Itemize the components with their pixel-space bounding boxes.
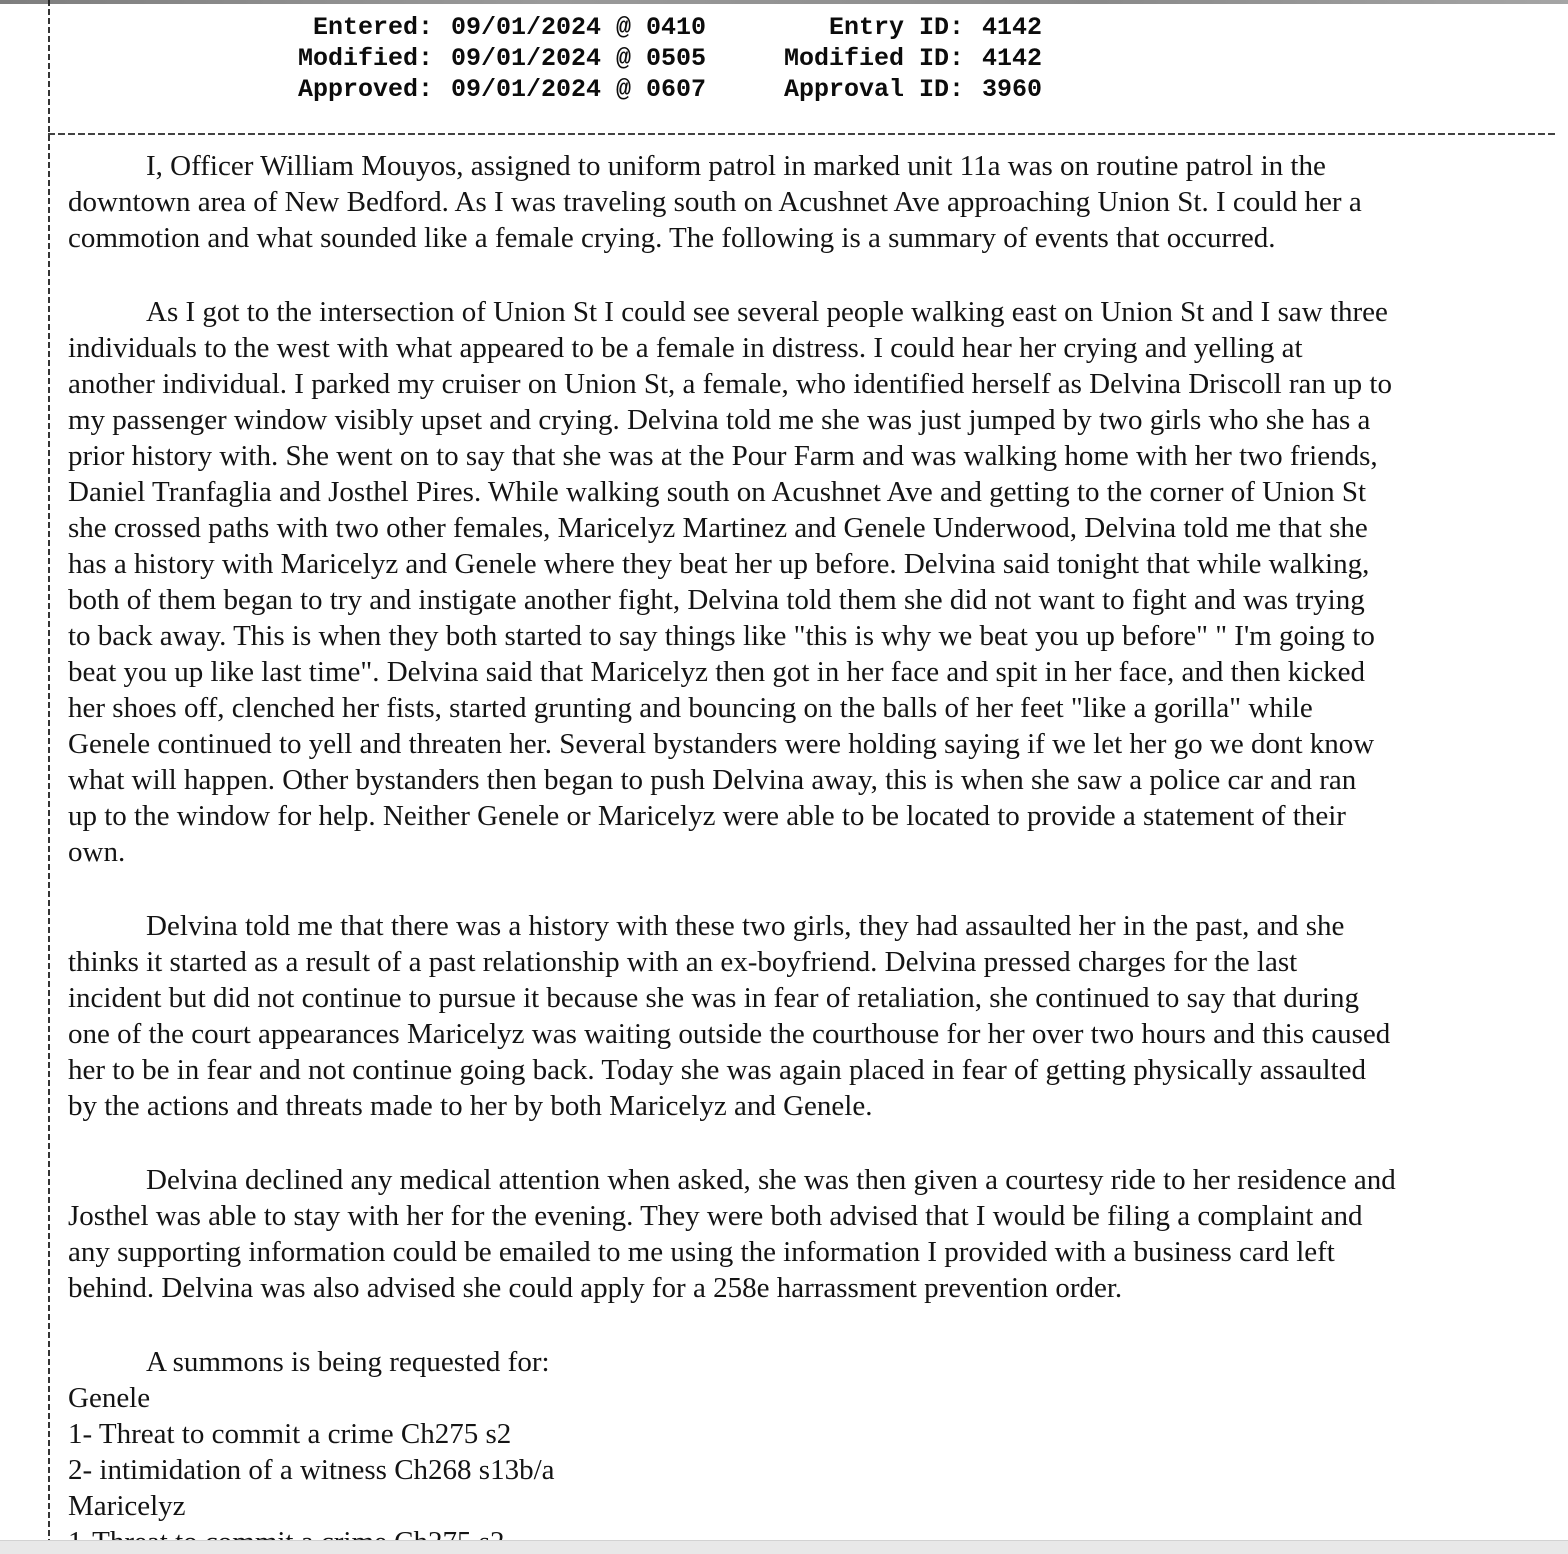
header-id-value: 4142	[982, 13, 1043, 42]
scan-edge-top	[0, 0, 1568, 4]
report-text-line: any supporting information could be emailed to me using the information I provided with a business card left	[68, 1236, 1335, 1268]
report-paragraph	[68, 1162, 1480, 1306]
report-text-line: own.	[68, 836, 126, 868]
header-id-value: 4142	[982, 44, 1043, 73]
report-text-line: her to be in fear and not continue going back. Today she was again placed in fear of getting physically assaulted	[68, 1054, 1366, 1086]
report-text-line: 1- Threat to commit a crime Ch275 s2	[68, 1418, 512, 1450]
entry-metadata-header	[278, 12, 1042, 105]
report-paragraph	[68, 908, 1480, 1124]
report-text-line: what will happen. Other bystanders then began to push Delvina away, this is when she saw a police car and ran	[68, 764, 1357, 796]
scan-edge-bottom	[0, 1540, 1568, 1554]
report-text-line: another individual. I parked my cruiser on Union St, a female, who identified herself as Delvina Driscoll ran up to	[68, 368, 1392, 400]
report-text-line: behind. Delvina was also advised she could apply for a 258e harrassment prevention order.	[68, 1272, 1123, 1304]
report-paragraph	[68, 148, 1480, 256]
header-row	[278, 43, 1042, 74]
report-text-line: A summons is being requested for:	[146, 1346, 550, 1378]
report-text-line: commotion and what sounded like a female crying. The following is a summary of events that occurred.	[68, 222, 1276, 254]
header-row	[278, 74, 1042, 105]
report-text-line: beat you up like last time". Delvina said that Maricelyz then got in her face and spit in her face, and then kicked	[68, 656, 1366, 688]
report-text-line: has a history with Maricelyz and Genele where they beat her up before. Delvina said tonight that while walking,	[68, 548, 1370, 580]
report-narrative	[68, 148, 1480, 1554]
report-text-line: her shoes off, clenched her fists, started grunting and bouncing on the balls of her feet "like a gorilla" while	[68, 692, 1313, 724]
report-text-line: Delvina declined any medical attention when asked, she was then given a courtesy ride to her residence and	[146, 1164, 1396, 1196]
header-field-value: 09/01/2024 @ 0505	[451, 44, 707, 73]
report-text-line: incident but did not continue to pursue it because she was in fear of retaliation, she continued to say that during	[68, 982, 1359, 1014]
left-margin-dashed-rule	[48, 0, 50, 1554]
report-text-line: my passenger window visibly upset and crying. Delvina told me she was just jumped by two girls who she has a	[68, 404, 1371, 436]
header-field-value: 09/01/2024 @ 0607	[451, 75, 707, 104]
report-text-line: individuals to the west with what appeared to be a female in distress. I could hear her crying and yelling at	[68, 332, 1303, 364]
report-text-line: she crossed paths with two other females, Maricelyz Martinez and Genele Underwood, Delvina told me that she	[68, 512, 1368, 544]
header-id-value: 3960	[982, 75, 1043, 104]
report-text-line: both of them began to try and instigate another fight, Delvina told them she did not want to fight and was trying	[68, 584, 1365, 616]
header-separator-dashed-rule	[48, 133, 1556, 135]
header-field-label: Entered:	[312, 13, 433, 42]
report-text-line: I, Officer William Mouyos, assigned to uniform patrol in marked unit 11a was on routine patrol in the	[146, 150, 1326, 182]
report-text-line: Josthel was able to stay with her for the evening. They were both advised that I would be filing a complaint and	[68, 1200, 1363, 1232]
report-text-line: Maricelyz	[68, 1490, 186, 1522]
report-text-line: one of the court appearances Maricelyz was waiting outside the courthouse for her over two hours and this caused	[68, 1018, 1391, 1050]
report-paragraph	[68, 294, 1480, 870]
report-text-line: As I got to the intersection of Union St I could see several people walking east on Union St and I saw three	[146, 296, 1388, 328]
report-text-line: Genele continued to yell and threaten her. Several bystanders were holding saying if we let her go we dont know	[68, 728, 1375, 760]
header-row	[278, 12, 1042, 43]
report-text-line: prior history with. She went on to say that she was at the Pour Farm and was walking home with her two friends,	[68, 440, 1378, 472]
header-field-label: Approved:	[297, 75, 433, 104]
report-text-line: to back away. This is when they both started to say things like "this is why we beat you up before" " I'm going to	[68, 620, 1375, 652]
report-text-line: Daniel Tranfaglia and Josthel Pires. While walking south on Acushnet Ave and getting to the corner of Union St	[68, 476, 1367, 508]
report-text-line: Genele	[68, 1382, 151, 1414]
report-text-line: downtown area of New Bedford. As I was traveling south on Acushnet Ave approaching Union St. I could her a	[68, 186, 1362, 218]
report-text-line: up to the window for help. Neither Genele or Maricelyz were able to be located to provide a statement of their	[68, 800, 1346, 832]
header-id-label: Entry ID:	[828, 13, 964, 42]
header-id-label: Approval ID:	[784, 75, 965, 104]
report-text-line: Delvina told me that there was a history with these two girls, they had assaulted her in the past, and she	[146, 910, 1345, 942]
report-text-line: thinks it started as a result of a past relationship with an ex-boyfriend. Delvina pressed charges for the last	[68, 946, 1298, 978]
header-field-value: 09/01/2024 @ 0410	[451, 13, 707, 42]
header-id-label: Modified ID:	[784, 44, 965, 73]
header-field-label: Modified:	[297, 44, 433, 73]
report-text-line: 2- intimidation of a witness Ch268 s13b/a	[68, 1454, 555, 1486]
report-paragraph	[68, 1344, 1480, 1554]
report-text-line: by the actions and threats made to her by both Maricelyz and Genele.	[68, 1090, 873, 1122]
